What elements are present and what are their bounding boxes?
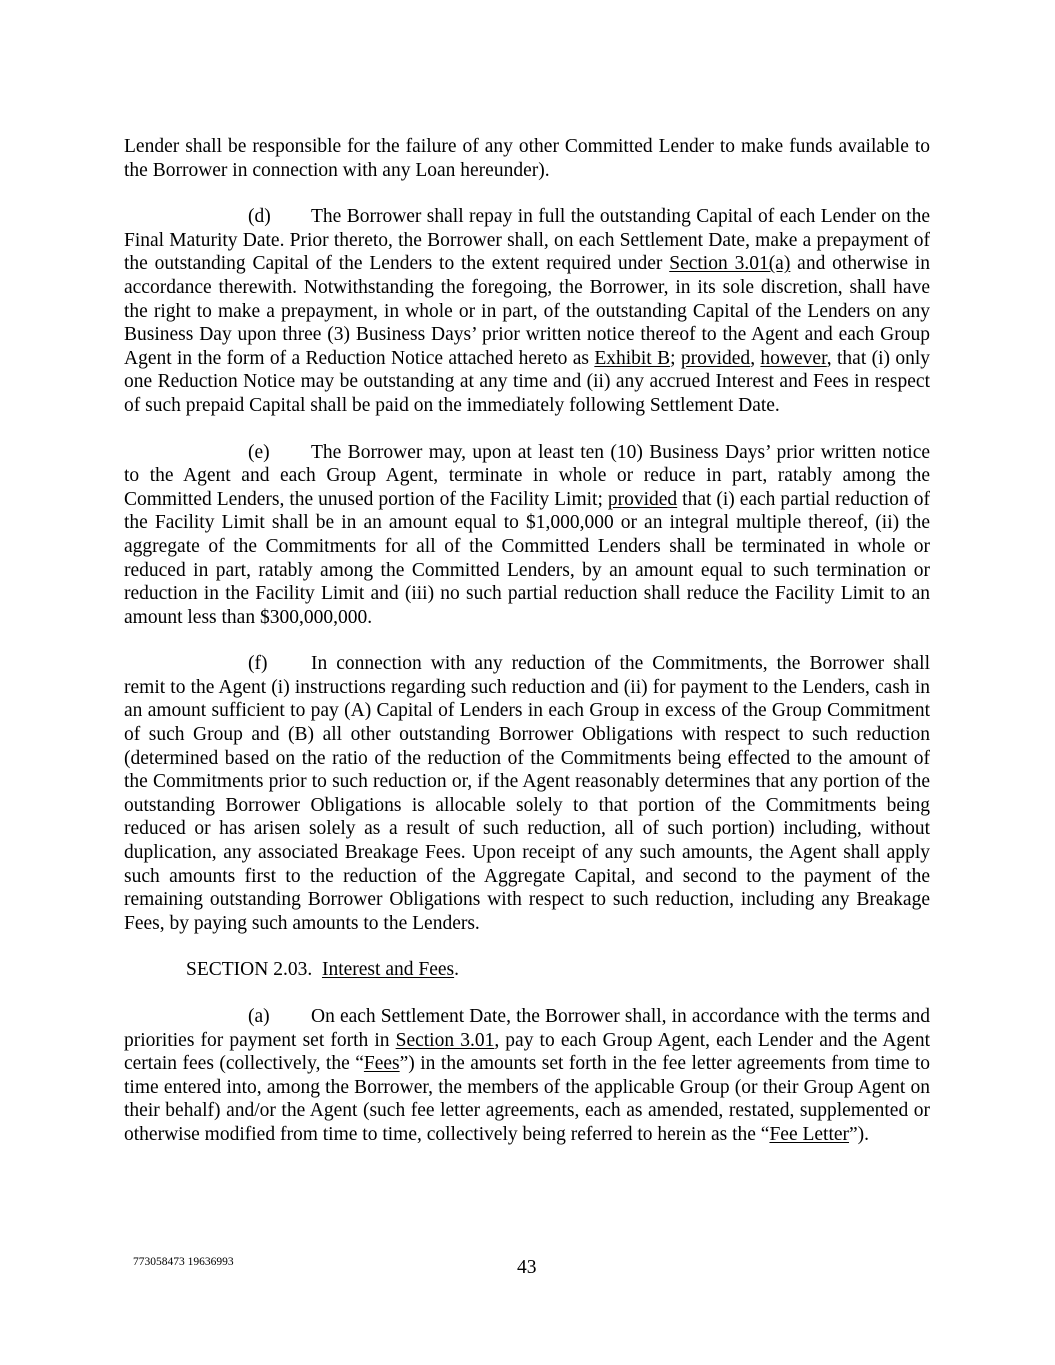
paragraph-f: (f) In connection with any reduction of the Commitments, the Borrower shall remit to the Agent (i) instructions regarding such reduction and (ii) for payment to the Lenders, cash in an amount sufficient to pay (A) Capital of Lenders in each Group in excess of the Group Commitment of such Group and (B) all other outstanding Borrower Obligations with respect to such reduction (determined based on the ratio of the reduction of the Commitments being effected to the amount of the Commitments prior to such reduction or, if the Agent reasonably determines that any portion of the outstanding Borrower Obligations is allocable solely to that portion of the Commitments being reduced or has arisen solely as a result of such reduction, all of such portion) including, without duplication, any associated Breakage Fees. Upon receipt of any such amounts, the Agent shall apply such amounts first to the reduction of the Aggregate Capital, and second to the payment of the remaining outstanding Borrower Obligations with respect to such reduction, including any Breakage Fees, by paying such amounts to the Lenders. — [124, 653, 930, 934]
paragraph-d: (d) The Borrower shall repay in full the outstanding Capital of each Lender on the Final Maturity Date. Prior thereto, the Borrower shall, on each Settlement Date, make a prepayment of the outstanding Capital of the Lenders to the extent required under Section 3.01(a) and otherwise in accordance therewith. Notwithstanding the foregoing, the Borrower, in its sole discretion, shall have the right to make a prepayment, in whole or in part, of the outstanding Capital of the Lenders on any Business Day upon three (3) Business Days’ prior written notice thereof to the Agent and each Group Agent in the form of a Reduction Notice attached hereto as Exhibit B; provided, however, that (i) only one Reduction Notice may be outstanding at any time and (ii) any accrued Interest and Fees in respect of such prepaid Capital shall be paid on the immediately following Settlement Date. — [124, 206, 931, 416]
defined-term-fees: Fees — [363, 1053, 400, 1075]
section-heading: SECTION 2.03. Interest and Fees. — [186, 959, 459, 981]
paragraph-d-label: (d) — [248, 206, 271, 228]
paragraph-f-label: (f) — [248, 653, 268, 675]
term-provided: provided — [680, 347, 751, 369]
term-however: however — [760, 347, 827, 369]
paragraph-a-label: (a) — [248, 1006, 270, 1027]
section-number: SECTION 2.03. — [186, 959, 313, 981]
page-number: 43 — [517, 1257, 537, 1278]
document-id: 773058473 19636993 — [133, 1256, 234, 1268]
paragraph-carryover-text: Lender shall be responsible for the failure of any other Committed Lender to make funds available to the Borrower in connection with any Loan hereunder). — [124, 136, 930, 181]
section-title: Interest and Fees — [321, 959, 455, 981]
paragraph-e: (e) The Borrower may, upon at least ten (10) Business Days’ prior written notice to the Agent and each Group Agent, terminate in whole or reduce in part, ratably among the Committed Lenders, the unused portion of the Facility Limit; provided that (i) each partial reduction of the Facility Limit shall be in an amount equal to $1,000,000 or an integral multiple thereof, (ii) the aggregate of the Commitments for all of the Committed Lenders shall be terminated in whole or reduced in part, ratably among the Committed Lenders, by an amount equal to such termination or reduction in the Facility Limit and (iii) no such partial reduction shall reduce the Facility Limit to an amount less than $300,000,000. — [124, 441, 930, 628]
cross-reference-exhibit-b: Exhibit B — [594, 347, 671, 369]
paragraph-e-label: (e) — [248, 441, 270, 463]
cross-reference-section-3-01: Section 3.01 — [395, 1029, 495, 1051]
paragraph-carryover — [124, 135, 930, 182]
paragraph-a: (a) On each Settlement Date, the Borrower shall, in accordance with the terms and priorities for payment set forth in Section 3.01, pay to each Group Agent, each Lender and the Agent certain fees (collectively, the “Fees”) in the amounts set forth in the fee letter agreements from time to time entered into, among the Borrower, the members of the applicable Group (or their Group Agent on their behalf) and/or the Agent (such fee letter agreements, each as amended, restated, supplemented or otherwise modified from time to time, collectively being referred to herein as the “Fee Letter”). — [124, 1006, 930, 1145]
term-provided: provided — [607, 488, 678, 510]
cross-reference-section-3-01a: Section 3.01(a) — [669, 253, 791, 275]
document-page — [124, 135, 930, 1170]
defined-term-fee-letter: Fee Letter — [769, 1123, 850, 1145]
